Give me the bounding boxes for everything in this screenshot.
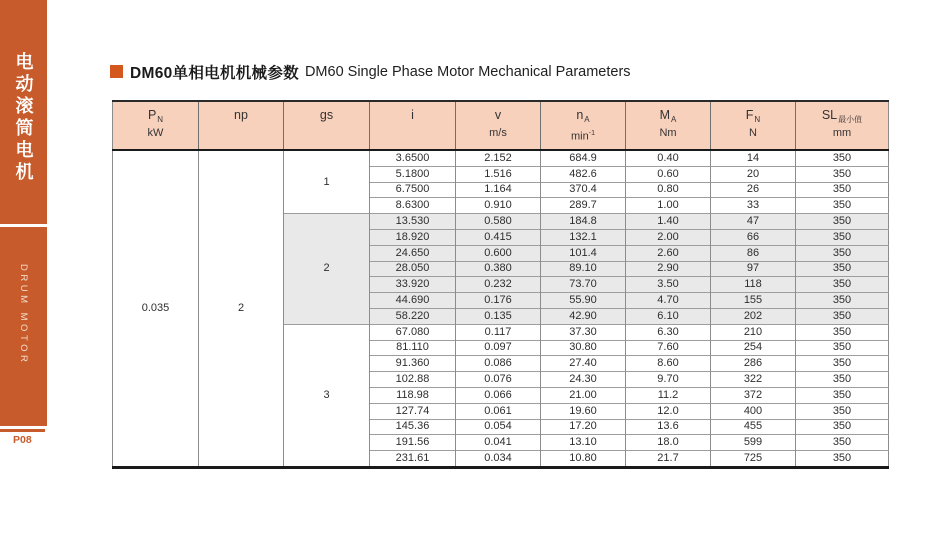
cell-SL: 350 — [796, 356, 889, 372]
cell-SL: 350 — [796, 293, 889, 309]
cell-nA: 13.10 — [541, 435, 626, 451]
table-row — [113, 150, 889, 166]
cell-MA: 4.70 — [626, 293, 711, 309]
parameters-table — [112, 100, 889, 469]
section-title-chinese: DM60单相电机机械参数 — [130, 64, 299, 82]
np-cell: 2 — [199, 150, 284, 467]
cell-v: 0.117 — [456, 324, 541, 340]
cell-FN: 202 — [711, 308, 796, 324]
cell-FN: 118 — [711, 277, 796, 293]
section-title — [110, 62, 631, 81]
cell-nA: 289.7 — [541, 198, 626, 214]
cell-v: 0.076 — [456, 372, 541, 388]
cell-MA: 1.00 — [626, 198, 711, 214]
cell-i: 91.360 — [370, 356, 456, 372]
cell-v: 0.380 — [456, 261, 541, 277]
cell-SL: 350 — [796, 182, 889, 198]
cell-v: 0.034 — [456, 451, 541, 468]
page-number: P08 — [13, 434, 32, 446]
cell-FN: 47 — [711, 214, 796, 230]
cell-i: 24.650 — [370, 245, 456, 261]
sidebar-title-chinese: 电动滚筒电机 — [13, 52, 34, 184]
cell-FN: 86 — [711, 245, 796, 261]
cell-SL: 350 — [796, 372, 889, 388]
title-bullet-icon — [110, 65, 123, 78]
cell-FN: 33 — [711, 198, 796, 214]
cell-v: 0.176 — [456, 293, 541, 309]
cell-nA: 132.1 — [541, 229, 626, 245]
cell-MA: 8.60 — [626, 356, 711, 372]
cell-SL: 350 — [796, 198, 889, 214]
pn-cell: 0.035 — [113, 150, 199, 467]
cell-FN: 66 — [711, 229, 796, 245]
gs-cell: 3 — [284, 324, 370, 467]
cell-SL: 350 — [796, 387, 889, 403]
cell-v: 1.516 — [456, 166, 541, 182]
cell-SL: 350 — [796, 245, 889, 261]
cell-nA: 55.90 — [541, 293, 626, 309]
cell-MA: 2.00 — [626, 229, 711, 245]
cell-v: 0.086 — [456, 356, 541, 372]
sidebar-title-english: DRUM MOTOR — [18, 263, 29, 366]
cell-MA: 21.7 — [626, 451, 711, 468]
cell-SL: 350 — [796, 166, 889, 182]
section-title-english: DM60 Single Phase Motor Mechanical Parameters — [304, 63, 631, 80]
cell-SL: 350 — [796, 419, 889, 435]
cell-i: 67.080 — [370, 324, 456, 340]
cell-FN: 400 — [711, 403, 796, 419]
cell-i: 33.920 — [370, 277, 456, 293]
cell-MA: 2.90 — [626, 261, 711, 277]
cell-FN: 322 — [711, 372, 796, 388]
cell-nA: 10.80 — [541, 451, 626, 468]
cell-FN: 210 — [711, 324, 796, 340]
cell-i: 102.88 — [370, 372, 456, 388]
cell-FN: 372 — [711, 387, 796, 403]
cell-nA: 42.90 — [541, 308, 626, 324]
cell-i: 127.74 — [370, 403, 456, 419]
cell-nA: 21.00 — [541, 387, 626, 403]
cell-i: 13.530 — [370, 214, 456, 230]
cell-FN: 254 — [711, 340, 796, 356]
cell-SL: 350 — [796, 308, 889, 324]
cell-FN: 286 — [711, 356, 796, 372]
cell-i: 81.110 — [370, 340, 456, 356]
cell-i: 44.690 — [370, 293, 456, 309]
cell-SL: 350 — [796, 277, 889, 293]
cell-MA: 9.70 — [626, 372, 711, 388]
cell-FN: 97 — [711, 261, 796, 277]
cell-i: 28.050 — [370, 261, 456, 277]
cell-v: 2.152 — [456, 150, 541, 166]
column-header: $M_A$ Nm — [626, 101, 711, 150]
table-head-row — [113, 101, 889, 150]
cell-MA: 2.60 — [626, 245, 711, 261]
cell-v: 0.061 — [456, 403, 541, 419]
cell-FN: 14 — [711, 150, 796, 166]
cell-i: 118.98 — [370, 387, 456, 403]
cell-v: 0.066 — [456, 387, 541, 403]
cell-v: 0.097 — [456, 340, 541, 356]
cell-SL: 350 — [796, 229, 889, 245]
cell-MA: 6.10 — [626, 308, 711, 324]
gs-cell: 1 — [284, 150, 370, 214]
cell-MA: 13.6 — [626, 419, 711, 435]
cell-MA: 12.0 — [626, 403, 711, 419]
cell-nA: 37.30 — [541, 324, 626, 340]
cell-v: 1.164 — [456, 182, 541, 198]
cell-i: 231.61 — [370, 451, 456, 468]
cell-FN: 20 — [711, 166, 796, 182]
cell-nA: 370.4 — [541, 182, 626, 198]
cell-v: 0.415 — [456, 229, 541, 245]
cell-FN: 725 — [711, 451, 796, 468]
column-header: $SL_{最小值}$ mm — [796, 101, 889, 150]
cell-MA: 11.2 — [626, 387, 711, 403]
column-header: $n_A$ $\min^{-1}$ — [541, 101, 626, 150]
cell-SL: 350 — [796, 150, 889, 166]
cell-v: 0.232 — [456, 277, 541, 293]
cell-i: 6.7500 — [370, 182, 456, 198]
cell-v: 0.600 — [456, 245, 541, 261]
cell-MA: 0.60 — [626, 166, 711, 182]
cell-nA: 30.80 — [541, 340, 626, 356]
column-header: $F_N$ N — [711, 101, 796, 150]
cell-nA: 27.40 — [541, 356, 626, 372]
cell-SL: 350 — [796, 324, 889, 340]
cell-MA: 7.60 — [626, 340, 711, 356]
sidebar-tab-top — [0, 0, 47, 224]
cell-MA: 18.0 — [626, 435, 711, 451]
cell-MA: 0.80 — [626, 182, 711, 198]
cell-SL: 350 — [796, 403, 889, 419]
cell-nA: 17.20 — [541, 419, 626, 435]
column-header: i — [370, 101, 456, 150]
column-header: gs — [284, 101, 370, 150]
sidebar-divider — [0, 429, 45, 432]
table-body — [113, 150, 889, 467]
cell-nA: 19.60 — [541, 403, 626, 419]
cell-SL: 350 — [796, 435, 889, 451]
cell-MA: 6.30 — [626, 324, 711, 340]
cell-nA: 89.10 — [541, 261, 626, 277]
cell-nA: 684.9 — [541, 150, 626, 166]
column-header: $P_N$ kW — [113, 101, 199, 150]
cell-nA: 184.8 — [541, 214, 626, 230]
cell-SL: 350 — [796, 451, 889, 468]
column-header: np — [199, 101, 284, 150]
cell-SL: 350 — [796, 214, 889, 230]
cell-i: 5.1800 — [370, 166, 456, 182]
cell-i: 3.6500 — [370, 150, 456, 166]
gs-cell: 2 — [284, 214, 370, 325]
cell-v: 0.041 — [456, 435, 541, 451]
cell-MA: 3.50 — [626, 277, 711, 293]
cell-i: 191.56 — [370, 435, 456, 451]
cell-nA: 24.30 — [541, 372, 626, 388]
cell-SL: 350 — [796, 340, 889, 356]
cell-v: 0.910 — [456, 198, 541, 214]
cell-v: 0.054 — [456, 419, 541, 435]
cell-FN: 599 — [711, 435, 796, 451]
sidebar-tab-bottom — [0, 227, 47, 426]
cell-i: 58.220 — [370, 308, 456, 324]
cell-FN: 155 — [711, 293, 796, 309]
cell-FN: 455 — [711, 419, 796, 435]
cell-i: 8.6300 — [370, 198, 456, 214]
cell-SL: 350 — [796, 261, 889, 277]
cell-nA: 73.70 — [541, 277, 626, 293]
cell-MA: 1.40 — [626, 214, 711, 230]
cell-i: 18.920 — [370, 229, 456, 245]
column-header: v m/s — [456, 101, 541, 150]
cell-nA: 101.4 — [541, 245, 626, 261]
cell-i: 145.36 — [370, 419, 456, 435]
cell-nA: 482.6 — [541, 166, 626, 182]
cell-v: 0.135 — [456, 308, 541, 324]
cell-MA: 0.40 — [626, 150, 711, 166]
cell-FN: 26 — [711, 182, 796, 198]
cell-v: 0.580 — [456, 214, 541, 230]
